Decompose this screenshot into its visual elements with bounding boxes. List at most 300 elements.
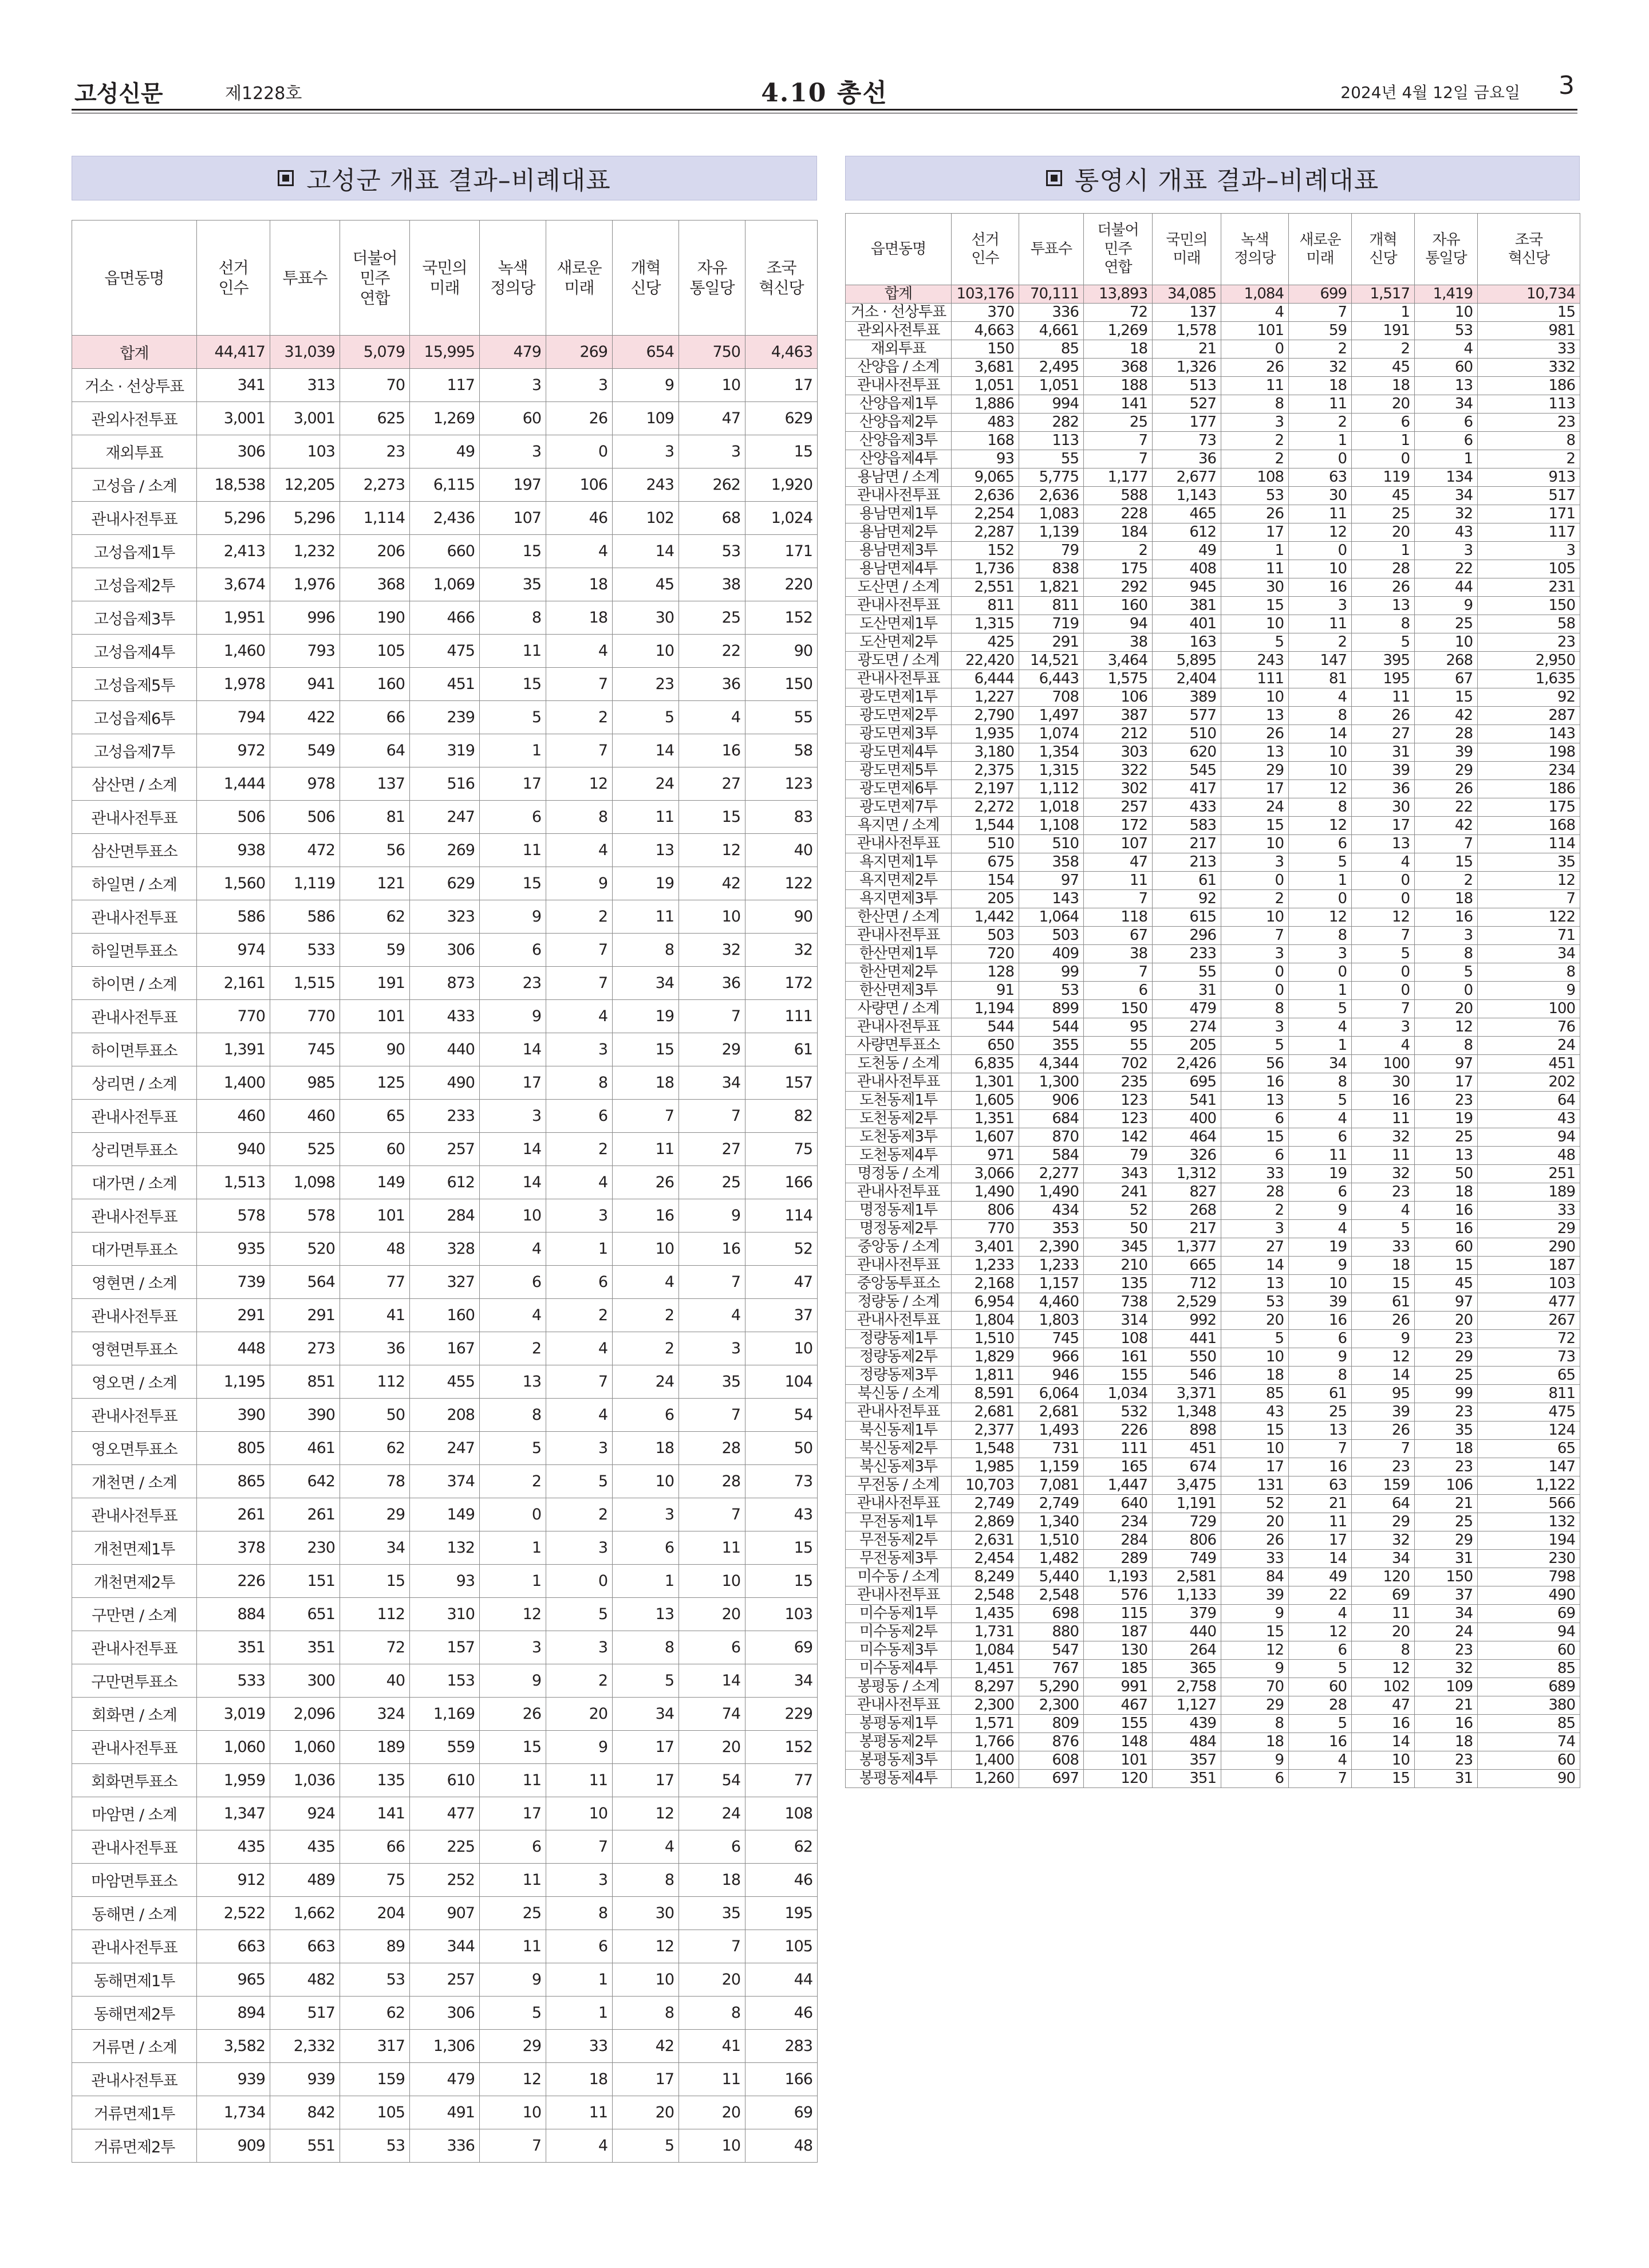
vote-count-cell: 1,766 [952,1733,1019,1751]
vote-count-cell: 15 [480,668,546,701]
vote-count-cell: 798 [1478,1568,1580,1586]
vote-count-cell: 17 [1415,1073,1478,1092]
table-row [72,1332,818,1365]
vote-count-cell: 1,607 [952,1128,1019,1147]
vote-count-cell: 47 [1352,1696,1415,1715]
vote-count-cell: 313 [270,369,340,402]
vote-count-cell: 1,159 [1019,1458,1084,1476]
vote-count-cell: 20 [1352,523,1415,542]
table-row [846,1586,1580,1605]
vote-count-cell: 842 [270,2096,340,2129]
table-row [72,1631,818,1664]
vote-count-cell: 12 [1415,1018,1478,1037]
vote-count-cell: 387 [1084,707,1153,725]
vote-count-cell: 23 [340,435,410,468]
vote-count-cell: 9 [480,1664,546,1698]
vote-count-cell: 17 [1221,780,1289,798]
vote-count-cell: 4 [613,1266,679,1299]
vote-count-cell: 53 [1221,1293,1289,1312]
vote-count-cell: 49 [1289,1568,1352,1586]
vote-count-cell: 15 [1478,304,1580,322]
vote-count-cell: 351 [1153,1770,1221,1788]
vote-count-cell: 2 [546,1299,613,1332]
vote-count-cell: 992 [1153,1312,1221,1330]
vote-count-cell: 483 [952,414,1019,432]
vote-count-cell: 45 [613,568,679,601]
column-header: 투표수 [270,220,340,336]
vote-count-cell: 14 [1221,1257,1289,1275]
vote-count-cell: 9 [1289,1257,1352,1275]
vote-count-cell: 378 [197,1531,270,1565]
vote-count-cell: 4 [1352,1037,1415,1055]
vote-count-cell: 465 [1153,505,1221,523]
vote-count-cell: 461 [270,1432,340,1465]
vote-count-cell: 719 [1019,615,1084,633]
district-name-cell: 관내사전투표 [72,1930,197,1963]
district-name-cell: 회화면투표소 [72,1764,197,1797]
vote-count-cell: 870 [1019,1128,1084,1147]
vote-count-cell: 243 [613,468,679,502]
vote-count-cell: 19 [1289,1165,1352,1183]
vote-count-cell: 2,273 [340,468,410,502]
vote-count-cell: 220 [745,568,818,601]
vote-count-cell: 5 [1289,1715,1352,1733]
vote-count-cell: 5 [1352,945,1415,963]
vote-count-cell: 0 [1352,872,1415,890]
vote-count-cell: 4,661 [1019,322,1084,340]
table-row [72,1000,818,1033]
vote-count-cell: 353 [1019,1220,1084,1238]
vote-count-cell: 0 [546,435,613,468]
vote-count-cell: 147 [1289,652,1352,670]
vote-count-cell: 25 [679,1166,745,1199]
vote-count-cell: 11 [546,2096,613,2129]
column-header: 국민의 미래 [410,220,480,336]
vote-count-cell: 417 [1153,780,1221,798]
vote-count-cell: 111 [1084,1440,1153,1458]
vote-count-cell: 425 [952,633,1019,652]
vote-count-cell: 6 [1289,1183,1352,1202]
vote-count-cell: 95 [1084,1018,1153,1037]
vote-count-cell: 7 [546,934,613,967]
vote-count-cell: 32 [1415,505,1478,523]
vote-count-cell: 226 [197,1565,270,1598]
vote-count-cell: 36 [679,967,745,1000]
district-name-cell: 관내사전투표 [846,1586,952,1605]
vote-count-cell: 8 [1221,395,1289,414]
vote-count-cell: 132 [1478,1513,1580,1531]
vote-count-cell: 306 [197,435,270,468]
district-name-cell: 북신동 / 소계 [846,1385,952,1403]
vote-count-cell: 14 [679,1664,745,1698]
vote-count-cell: 5,296 [270,502,340,535]
district-name-cell: 관내사전투표 [72,1000,197,1033]
vote-count-cell: 545 [1153,762,1221,780]
district-name-cell: 대가면투표소 [72,1233,197,1266]
vote-count-cell: 76 [1478,1018,1580,1037]
vote-count-cell: 11 [1289,1513,1352,1531]
vote-count-cell: 45 [1352,359,1415,377]
vote-count-cell: 10 [1221,835,1289,853]
vote-count-cell: 9 [1352,1330,1415,1348]
vote-count-cell: 27 [679,767,745,801]
vote-count-cell: 1,122 [1478,1476,1580,1495]
vote-count-cell: 6 [480,1830,546,1864]
district-name-cell: 관내사전투표 [72,1299,197,1332]
vote-count-cell: 966 [1019,1348,1084,1367]
vote-count-cell: 370 [952,304,1019,322]
vote-count-cell: 697 [1019,1770,1084,1788]
vote-count-cell: 8 [546,1066,613,1100]
vote-count-cell: 151 [270,1565,340,1598]
table-row [846,1275,1580,1293]
vote-count-cell: 1,490 [952,1183,1019,1202]
vote-count-cell: 1,169 [410,1698,480,1731]
district-name-cell: 관내사전투표 [72,1100,197,1133]
vote-count-cell: 267 [1478,1312,1580,1330]
vote-count-cell: 69 [745,2096,818,2129]
vote-count-cell: 157 [410,1631,480,1664]
vote-count-cell: 61 [1289,1385,1352,1403]
vote-count-cell: 210 [1084,1257,1153,1275]
vote-count-cell: 12 [480,1598,546,1631]
vote-count-cell: 8 [480,1399,546,1432]
table-row [72,601,818,635]
vote-count-cell: 5 [1221,633,1289,652]
vote-count-cell: 7 [546,967,613,1000]
vote-count-cell: 10 [1221,615,1289,633]
table-row [846,1348,1580,1367]
vote-count-cell: 7 [1084,450,1153,468]
vote-count-cell: 4 [546,635,613,668]
vote-count-cell: 3,475 [1153,1476,1221,1495]
table-row [846,523,1580,542]
vote-count-cell: 53 [340,1963,410,1997]
district-name-cell: 재외투표 [846,340,952,359]
vote-count-cell: 59 [340,934,410,967]
vote-count-cell: 11 [613,900,679,934]
vote-count-cell: 2,758 [1153,1678,1221,1696]
vote-count-cell: 675 [952,853,1019,872]
vote-count-cell: 34 [1415,395,1478,414]
vote-count-cell: 3 [546,1199,613,1233]
vote-count-cell: 50 [745,1432,818,1465]
vote-count-cell: 584 [1019,1147,1084,1165]
vote-count-cell: 131 [1221,1476,1289,1495]
vote-count-cell: 4 [1289,688,1352,707]
vote-count-cell: 19 [1289,1238,1352,1257]
vote-count-cell: 3 [1415,542,1478,560]
vote-count-cell: 2,254 [952,505,1019,523]
vote-count-cell: 1,018 [1019,798,1084,817]
vote-count-cell: 1,442 [952,908,1019,927]
vote-count-cell: 5 [1352,633,1415,652]
vote-count-cell: 33 [1221,1165,1289,1183]
vote-count-cell: 374 [410,1465,480,1498]
table-row [72,1997,818,2030]
vote-count-cell: 460 [197,1100,270,1133]
district-name-cell: 중앙동 / 소계 [846,1238,952,1257]
vote-count-cell: 108 [1084,1330,1153,1348]
vote-count-cell: 972 [197,734,270,767]
vote-count-cell: 6 [480,934,546,967]
table-row [846,1696,1580,1715]
vote-count-cell: 26 [1352,578,1415,597]
vote-count-cell: 34 [1289,1055,1352,1073]
table-row [72,635,818,668]
vote-count-cell: 123 [1084,1092,1153,1110]
vote-count-cell: 1,098 [270,1166,340,1199]
vote-count-cell: 7 [1352,1440,1415,1458]
vote-count-cell: 122 [1478,908,1580,927]
vote-count-cell: 141 [340,1797,410,1830]
district-name-cell: 도천동제4투 [846,1147,952,1165]
vote-count-cell: 17 [1221,523,1289,542]
vote-count-cell: 731 [1019,1440,1084,1458]
vote-count-cell: 20 [1352,1623,1415,1641]
district-name-cell: 관내사전투표 [72,2063,197,2096]
column-header: 조국 혁신당 [745,220,818,336]
vote-count-cell: 8 [546,1897,613,1930]
vote-count-cell: 8 [1478,432,1580,450]
vote-count-cell: 5 [546,1598,613,1631]
tongyeong-results-table [845,213,1580,1788]
vote-count-cell: 56 [1221,1055,1289,1073]
vote-count-cell: 9 [613,369,679,402]
vote-count-cell: 12 [1289,1623,1352,1641]
vote-count-cell: 6,444 [952,670,1019,688]
district-name-cell: 고성읍 / 소계 [72,468,197,502]
vote-count-cell: 15 [480,535,546,568]
vote-count-cell: 58 [745,734,818,767]
vote-count-cell: 231 [1478,578,1580,597]
district-name-cell: 관내사전투표 [846,927,952,945]
vote-count-cell: 7 [1084,432,1153,450]
vote-count-cell: 2,790 [952,707,1019,725]
vote-count-cell: 282 [1019,414,1084,432]
vote-count-cell: 1,133 [1153,1586,1221,1605]
vote-count-cell: 8 [546,801,613,834]
table-row [72,1664,818,1698]
vote-count-cell: 55 [1084,1037,1153,1055]
vote-count-cell: 576 [1084,1586,1153,1605]
vote-count-cell: 32 [1415,1660,1478,1678]
vote-count-cell: 213 [1153,853,1221,872]
vote-count-cell: 12 [1478,872,1580,890]
vote-count-cell: 15 [480,1731,546,1764]
vote-count-cell: 36 [1153,450,1221,468]
vote-count-cell: 663 [270,1930,340,1963]
goseong-panel [72,156,817,2200]
vote-count-cell: 13 [1289,1422,1352,1440]
vote-count-cell: 1,447 [1084,1476,1153,1495]
tongyeong-panel-title [845,156,1580,200]
vote-count-cell: 1,351 [952,1110,1019,1128]
vote-count-cell: 123 [1084,1110,1153,1128]
vote-count-cell: 55 [1153,963,1221,982]
vote-count-cell: 2,390 [1019,1238,1084,1257]
vote-count-cell: 1,233 [952,1257,1019,1275]
table-row [846,1770,1580,1788]
vote-count-cell: 433 [1153,798,1221,817]
vote-count-cell: 996 [270,601,340,635]
vote-count-cell: 3 [546,1531,613,1565]
vote-count-cell: 24 [613,767,679,801]
vote-count-cell: 551 [270,2129,340,2163]
vote-count-cell: 41 [340,1299,410,1332]
vote-count-cell: 1,347 [197,1797,270,1830]
vote-count-cell: 54 [679,1764,745,1797]
vote-count-cell: 2 [546,1664,613,1698]
vote-count-cell: 14 [1352,1367,1415,1385]
vote-count-cell: 2 [1289,414,1352,432]
vote-count-cell: 17 [480,1797,546,1830]
vote-count-cell: 8,591 [952,1385,1019,1403]
vote-count-cell: 113 [1478,395,1580,414]
vote-count-cell: 39 [1352,762,1415,780]
vote-count-cell: 150 [745,668,818,701]
district-name-cell: 명정동 / 소계 [846,1165,952,1183]
vote-count-cell: 906 [1019,1092,1084,1110]
vote-count-cell: 66 [340,701,410,734]
vote-count-cell: 629 [410,867,480,900]
vote-count-cell: 3 [613,1498,679,1531]
vote-count-cell: 2 [1478,450,1580,468]
vote-count-cell: 770 [952,1220,1019,1238]
district-name-cell: 정량동 / 소계 [846,1293,952,1312]
vote-count-cell: 4 [546,1000,613,1033]
vote-count-cell: 16 [1415,1715,1478,1733]
vote-count-cell: 29 [1221,762,1289,780]
district-name-cell: 거소 · 선상투표 [72,369,197,402]
masthead [72,69,1577,115]
vote-count-cell: 106 [1415,1476,1478,1495]
vote-count-cell: 17 [480,767,546,801]
vote-count-cell: 2 [1415,872,1478,890]
district-name-cell: 관내사전투표 [72,502,197,535]
vote-count-cell: 50 [1415,1165,1478,1183]
vote-count-cell: 114 [1478,835,1580,853]
vote-count-cell: 7 [679,1266,745,1299]
district-name-cell: 관내사전투표 [846,377,952,395]
vote-count-cell: 3 [1415,927,1478,945]
vote-count-cell: 702 [1084,1055,1153,1073]
vote-count-cell: 17 [480,1066,546,1100]
vote-count-cell: 25 [679,601,745,635]
vote-count-cell: 811 [1019,597,1084,615]
vote-count-cell: 475 [410,635,480,668]
vote-count-cell: 4 [546,535,613,568]
vote-count-cell: 5 [546,1465,613,1498]
vote-count-cell: 698 [1019,1605,1084,1623]
district-name-cell: 도천동 / 소계 [846,1055,952,1073]
vote-count-cell: 14 [480,1033,546,1066]
vote-count-cell: 4,663 [952,322,1019,340]
vote-count-cell: 489 [270,1864,340,1897]
vote-count-cell: 118 [1084,908,1153,927]
vote-count-cell: 1,084 [952,1641,1019,1660]
vote-count-cell: 610 [410,1764,480,1797]
vote-count-cell: 1,493 [1019,1422,1084,1440]
vote-count-cell: 17 [1352,817,1415,835]
vote-count-cell: 61 [1352,1293,1415,1312]
vote-count-cell: 10 [679,369,745,402]
vote-count-cell: 978 [270,767,340,801]
table-row [72,834,818,867]
vote-count-cell: 2 [1289,633,1352,652]
vote-count-cell: 336 [1019,304,1084,322]
vote-count-cell: 586 [197,900,270,934]
table-row [72,1698,818,1731]
vote-count-cell: 939 [270,2063,340,2096]
vote-count-cell: 532 [1084,1403,1153,1422]
district-name-cell: 관내사전투표 [846,1403,952,1422]
vote-count-cell: 3 [679,1332,745,1365]
table-row [72,1731,818,1764]
table-row [846,597,1580,615]
vote-count-cell: 273 [270,1332,340,1365]
table-row [846,359,1580,377]
vote-count-cell: 327 [410,1266,480,1299]
vote-count-cell: 6 [480,1266,546,1299]
vote-count-cell: 10 [1289,1275,1352,1293]
vote-count-cell: 2 [1221,890,1289,908]
vote-count-cell: 257 [410,1133,480,1166]
district-name-cell: 거류면제1투 [72,2096,197,2129]
vote-count-cell: 230 [1478,1550,1580,1568]
table-row [846,1293,1580,1312]
vote-count-cell: 69 [1478,1605,1580,1623]
vote-count-cell: 10 [1289,743,1352,762]
vote-count-cell: 205 [952,890,1019,908]
vote-count-cell: 33 [1352,1238,1415,1257]
vote-count-cell: 1,976 [270,568,340,601]
vote-count-cell: 5 [1289,1092,1352,1110]
vote-count-cell: 36 [679,668,745,701]
vote-count-cell: 9 [679,1199,745,1233]
vote-count-cell: 1,736 [952,560,1019,578]
vote-count-cell: 17 [1289,1531,1352,1550]
vote-count-cell: 0 [1289,963,1352,982]
vote-count-cell: 1,084 [1221,285,1289,304]
vote-count-cell: 7 [1352,927,1415,945]
vote-count-cell: 141 [1084,395,1153,414]
vote-count-cell: 1 [1289,872,1352,890]
vote-count-cell: 13 [1221,743,1289,762]
vote-count-cell: 161 [1084,1348,1153,1367]
vote-count-cell: 13,893 [1084,285,1153,304]
vote-count-cell: 29 [679,1033,745,1066]
vote-count-cell: 43 [1221,1403,1289,1422]
vote-count-cell: 894 [197,1997,270,2030]
table-row [846,450,1580,468]
vote-count-cell: 18 [1352,377,1415,395]
vote-count-cell: 35 [1478,853,1580,872]
district-name-cell: 정량동제2투 [846,1348,952,1367]
table-row [846,1531,1580,1550]
vote-count-cell: 32 [679,934,745,967]
vote-count-cell: 1,024 [745,502,818,535]
vote-count-cell: 60 [1415,1238,1478,1257]
table-row [72,1066,818,1100]
vote-count-cell: 48 [745,2129,818,2163]
vote-count-cell: 291 [270,1299,340,1332]
district-name-cell: 영오면투표소 [72,1432,197,1465]
vote-count-cell: 873 [410,967,480,1000]
vote-count-cell: 2,287 [952,523,1019,542]
vote-count-cell: 620 [1153,743,1221,762]
vote-count-cell: 59 [1289,322,1352,340]
